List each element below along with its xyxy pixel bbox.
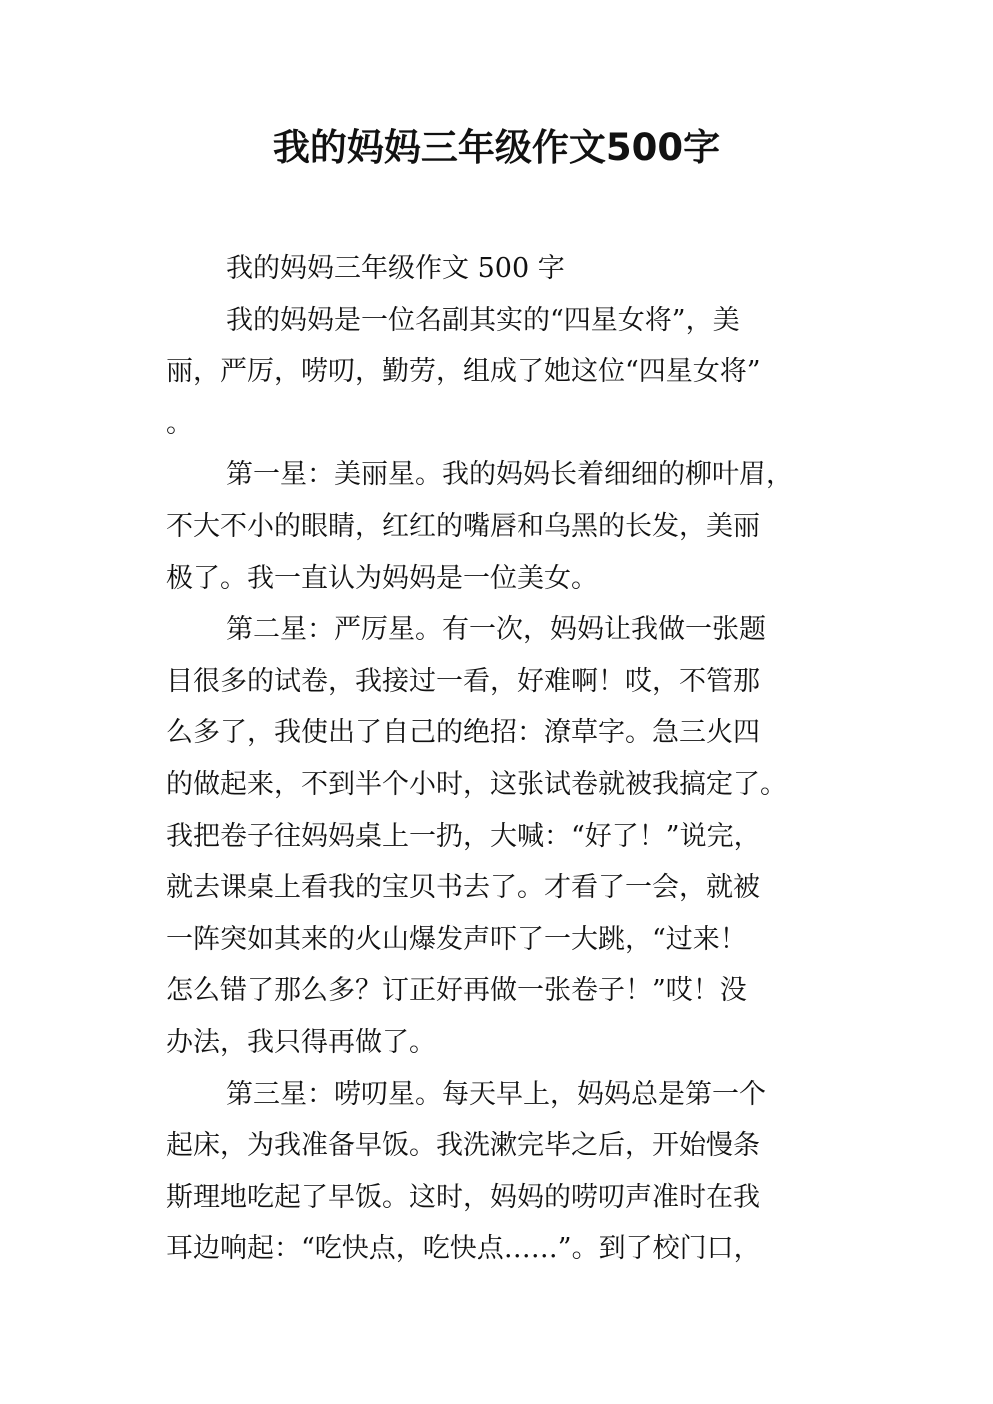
text-line: 一阵突如其来的火山爆发声吓了一大跳，“过来！: [166, 923, 747, 955]
text-line: 起床，为我准备早饭。我洗漱完毕之后，开始慢条: [166, 1130, 760, 1162]
text-line: 丽，严厉，唠叨，勤劳，组成了她这位“四星女将”: [166, 356, 761, 388]
text-line: 第三星：唠叨星。每天早上，妈妈总是第一个: [226, 1078, 766, 1110]
text-line: 斯理地吃起了早饭。这时，妈妈的唠叨声准时在我: [166, 1181, 760, 1213]
text-line: 目很多的试卷，我接过一看，好难啊！哎，不管那: [166, 665, 760, 697]
text-line: 。: [166, 407, 193, 439]
text-line: 怎么错了那么多？订正好再做一张卷子！”哎！没: [166, 975, 747, 1007]
text-line: 第一星：美丽星。我的妈妈长着细细的柳叶眉，: [226, 459, 793, 491]
text-line: 我把卷子往妈妈桌上一扔，大喊：“好了！”说完，: [166, 820, 761, 852]
text-line: 耳边响起：“吃快点，吃快点……”。到了校门口，: [166, 1233, 761, 1265]
document-title: 我的妈妈三年级作文500字: [272, 126, 721, 169]
text-line: 的做起来，不到半个小时，这张试卷就被我搞定了。: [166, 768, 787, 800]
text-line: 不大不小的眼睛，红红的嘴唇和乌黑的长发，美丽: [166, 510, 760, 542]
text-line: 办法，我只得再做了。: [166, 1026, 436, 1058]
document-body: [166, 243, 846, 1275]
text-line: 极了。我一直认为妈妈是一位美女。: [166, 562, 598, 594]
text-line: 么多了，我使出了自己的绝招：潦草字。急三火四: [166, 717, 760, 749]
text-line: 就去课桌上看我的宝贝书去了。才看了一会，就被: [166, 872, 760, 904]
text-line: 我的妈妈是一位名副其实的“四星女将”，美: [226, 304, 740, 336]
text-line: 我的妈妈三年级作文 500 字: [226, 253, 565, 284]
text-line: 第二星：严厉星。有一次，妈妈让我做一张题: [226, 614, 766, 646]
